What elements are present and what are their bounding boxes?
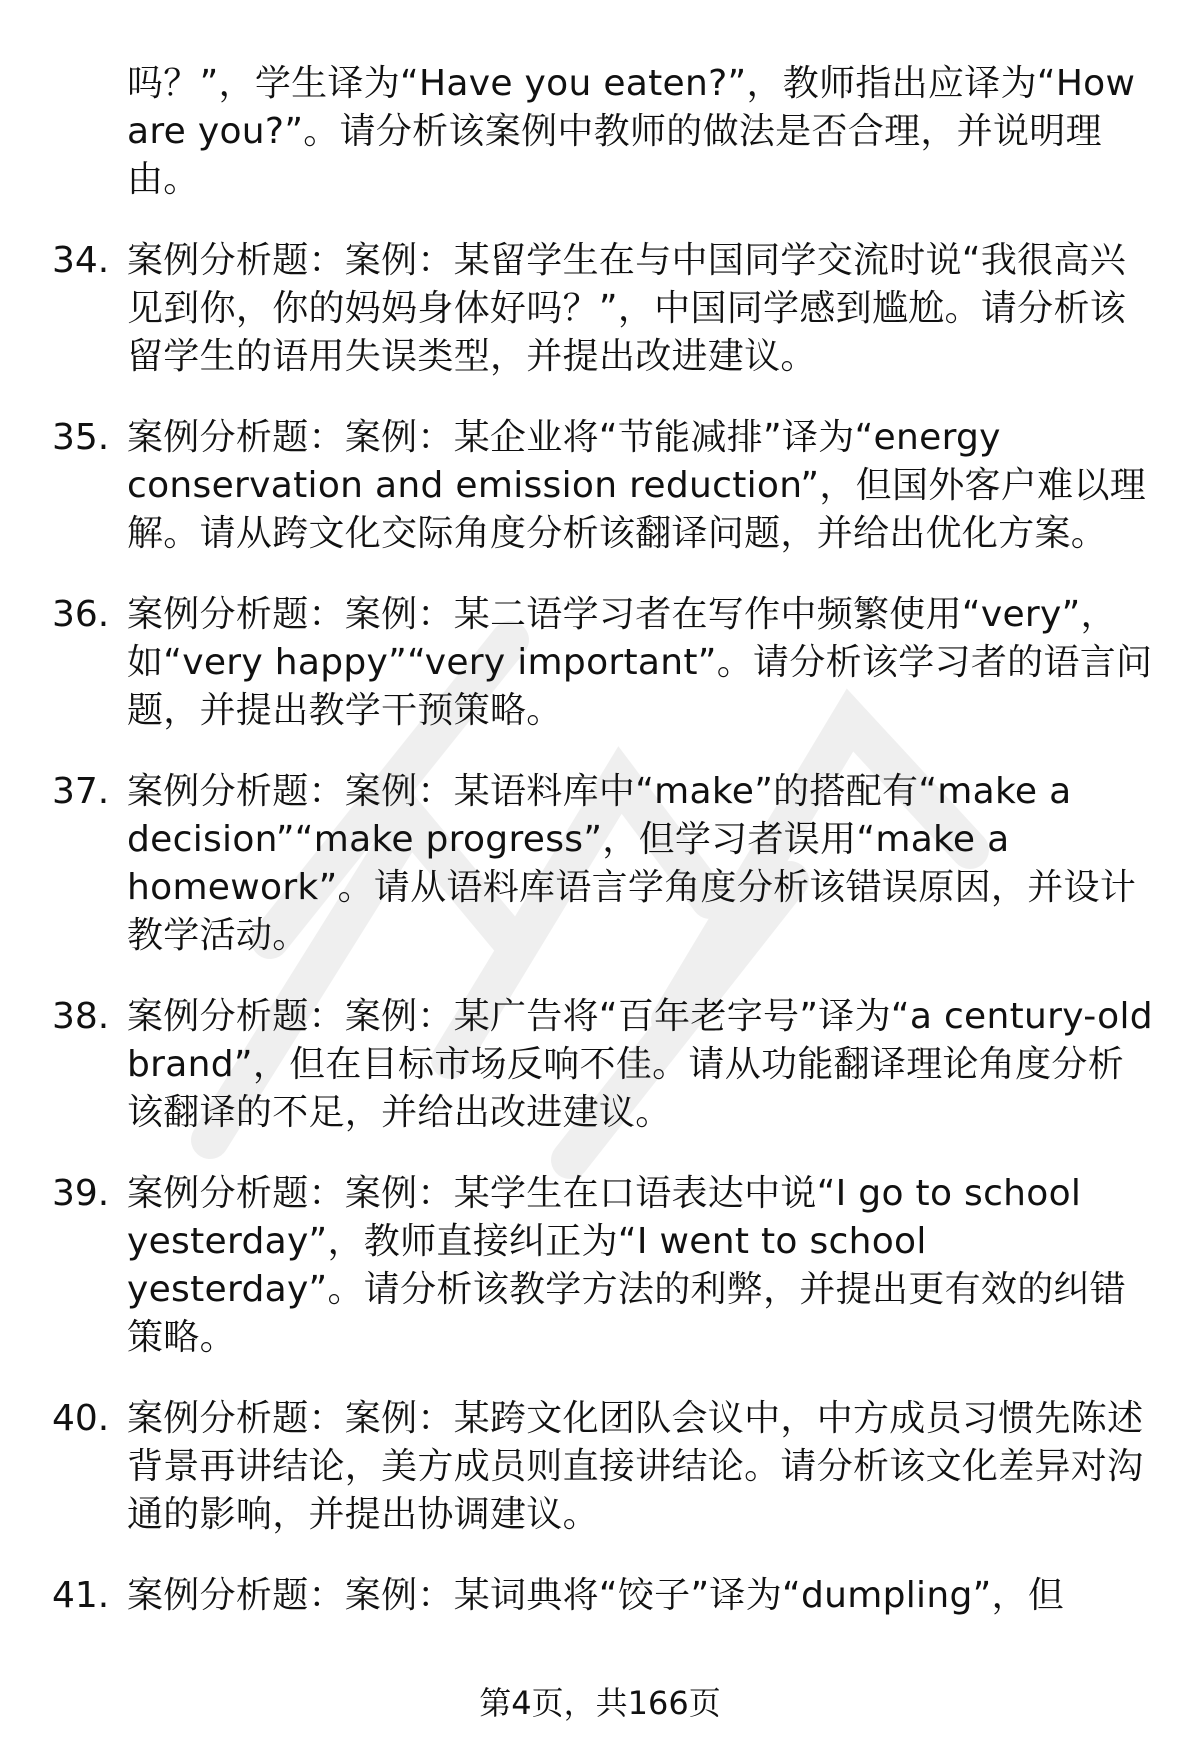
list-item <box>52 1572 1162 1620</box>
question-text: 案例分析题：案例：某跨文化团队会议中，中方成员习惯先陈述背景再讲结论，美方成员则直接讲结论。请分析该文化差异对沟通的影响，并提出协调建议。 <box>127 1398 1144 1535</box>
question-text: 案例分析题：案例：某二语学习者在写作中频繁使用“very”，如“very happy”“very important”。请分析该学习者的语言问题，并提出教学干预策略。 <box>127 594 1153 731</box>
list-item <box>52 237 1162 381</box>
question-list <box>52 60 1162 1653</box>
list-item <box>52 768 1162 960</box>
question-number: 38. <box>52 996 110 1037</box>
question-number: 34. <box>52 240 110 281</box>
question-number: 37. <box>52 771 110 812</box>
question-text: 案例分析题：案例：某留学生在与中国同学交流时说“我很高兴见到你，你的妈妈身体好吗？”，中国同学感到尴尬。请分析该留学生的语用失误类型，并提出改进建议。 <box>127 240 1127 377</box>
question-number: 40. <box>52 1398 110 1439</box>
list-item <box>52 414 1162 558</box>
question-text: 案例分析题：案例：某语料库中“make”的搭配有“make a decision”“make progress”，但学习者误用“make a homework”。请从语料库语言学角度分析该错误原因，并设计教学活动。 <box>127 771 1137 956</box>
question-text: 案例分析题：案例：某词典将“饺子”译为“dumpling”，但 <box>127 1575 1065 1616</box>
list-item <box>52 1170 1162 1362</box>
list-item <box>52 993 1162 1137</box>
question-text: 案例分析题：案例：某广告将“百年老字号”译为“a century-old brand”，但在目标市场反响不佳。请从功能翻译理论角度分析该翻译的不足，并给出改进建议。 <box>127 996 1153 1133</box>
question-number: 36. <box>52 594 110 635</box>
page-footer: 第4页，共166页 <box>479 1684 721 1722</box>
question-text: 案例分析题：案例：某企业将“节能减排”译为“energy conservation and emission reduction”，但国外客户难以理解。请从跨文化交际角度分析该翻译问题，并给出优化方案。 <box>127 417 1147 554</box>
question-number: 41. <box>52 1575 110 1616</box>
question-number: 39. <box>52 1173 110 1214</box>
question-number: 35. <box>52 417 110 458</box>
list-item <box>52 60 1162 204</box>
question-text: 吗？”，学生译为“Have you eaten?”，教师指出应译为“How are you?”。请分析该案例中教师的做法是否合理，并说明理由。 <box>127 63 1136 200</box>
list-item <box>52 591 1162 735</box>
question-text: 案例分析题：案例：某学生在口语表达中说“I go to school yesterday”，教师直接纠正为“I went to school yesterday”。请分析该教学方法的利弊，并提出更有效的纠错策略。 <box>127 1173 1127 1358</box>
list-item <box>52 1395 1162 1539</box>
